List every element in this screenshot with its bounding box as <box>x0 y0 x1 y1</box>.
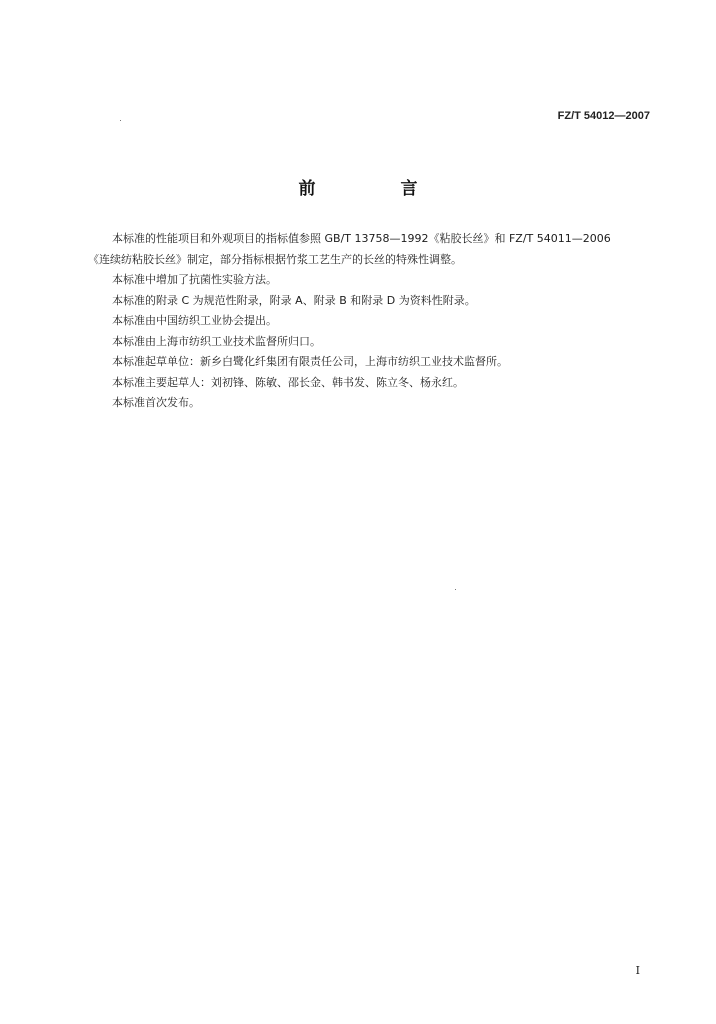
page-title: 前 言 <box>298 179 452 199</box>
standard-code: FZ/T 54012—2007 <box>557 110 650 122</box>
paragraph-drafting-units: 本标准起草单位：新乡白鹭化纤集团有限责任公司，上海市纺织工业技术监督所。 <box>112 355 508 368</box>
paragraph-reference-standards <box>90 229 650 250</box>
paragraph-line: 《连续纺粘胶长丝》制定，部分指标根据竹浆工艺生产的长丝的特殊性调整。 <box>88 252 462 266</box>
paragraph-continuation <box>88 250 650 271</box>
paragraph-proposed-by: 本标准由中国纺织工业协会提出。 <box>112 314 277 327</box>
paragraph-appendix: 本标准的附录 C 为规范性附录，附录 A、附录 B 和附录 D 为资料性附录。 <box>112 293 476 307</box>
paragraph-centralized-by: 本标准由上海市纺织工业技术监督所归口。 <box>112 334 321 348</box>
scan-speck <box>455 589 456 590</box>
foreword-body <box>90 229 650 414</box>
page-number: I <box>635 964 640 977</box>
paragraph-line: 本标准的性能项目和外观项目的指标值参照 GB/T 13758—1992《粘胶长丝》和 FZ/T 54011—2006 <box>112 232 611 245</box>
paragraph-antibacterial: 本标准中增加了抗菌性实验方法。 <box>112 273 277 286</box>
paragraph-first-release: 本标准首次发布。 <box>112 396 200 409</box>
paragraph-drafters: 本标准主要起草人：刘初锋、陈敏、邵长金、韩书发、陈立冬、杨永红。 <box>112 375 464 389</box>
scan-speck <box>120 120 121 121</box>
